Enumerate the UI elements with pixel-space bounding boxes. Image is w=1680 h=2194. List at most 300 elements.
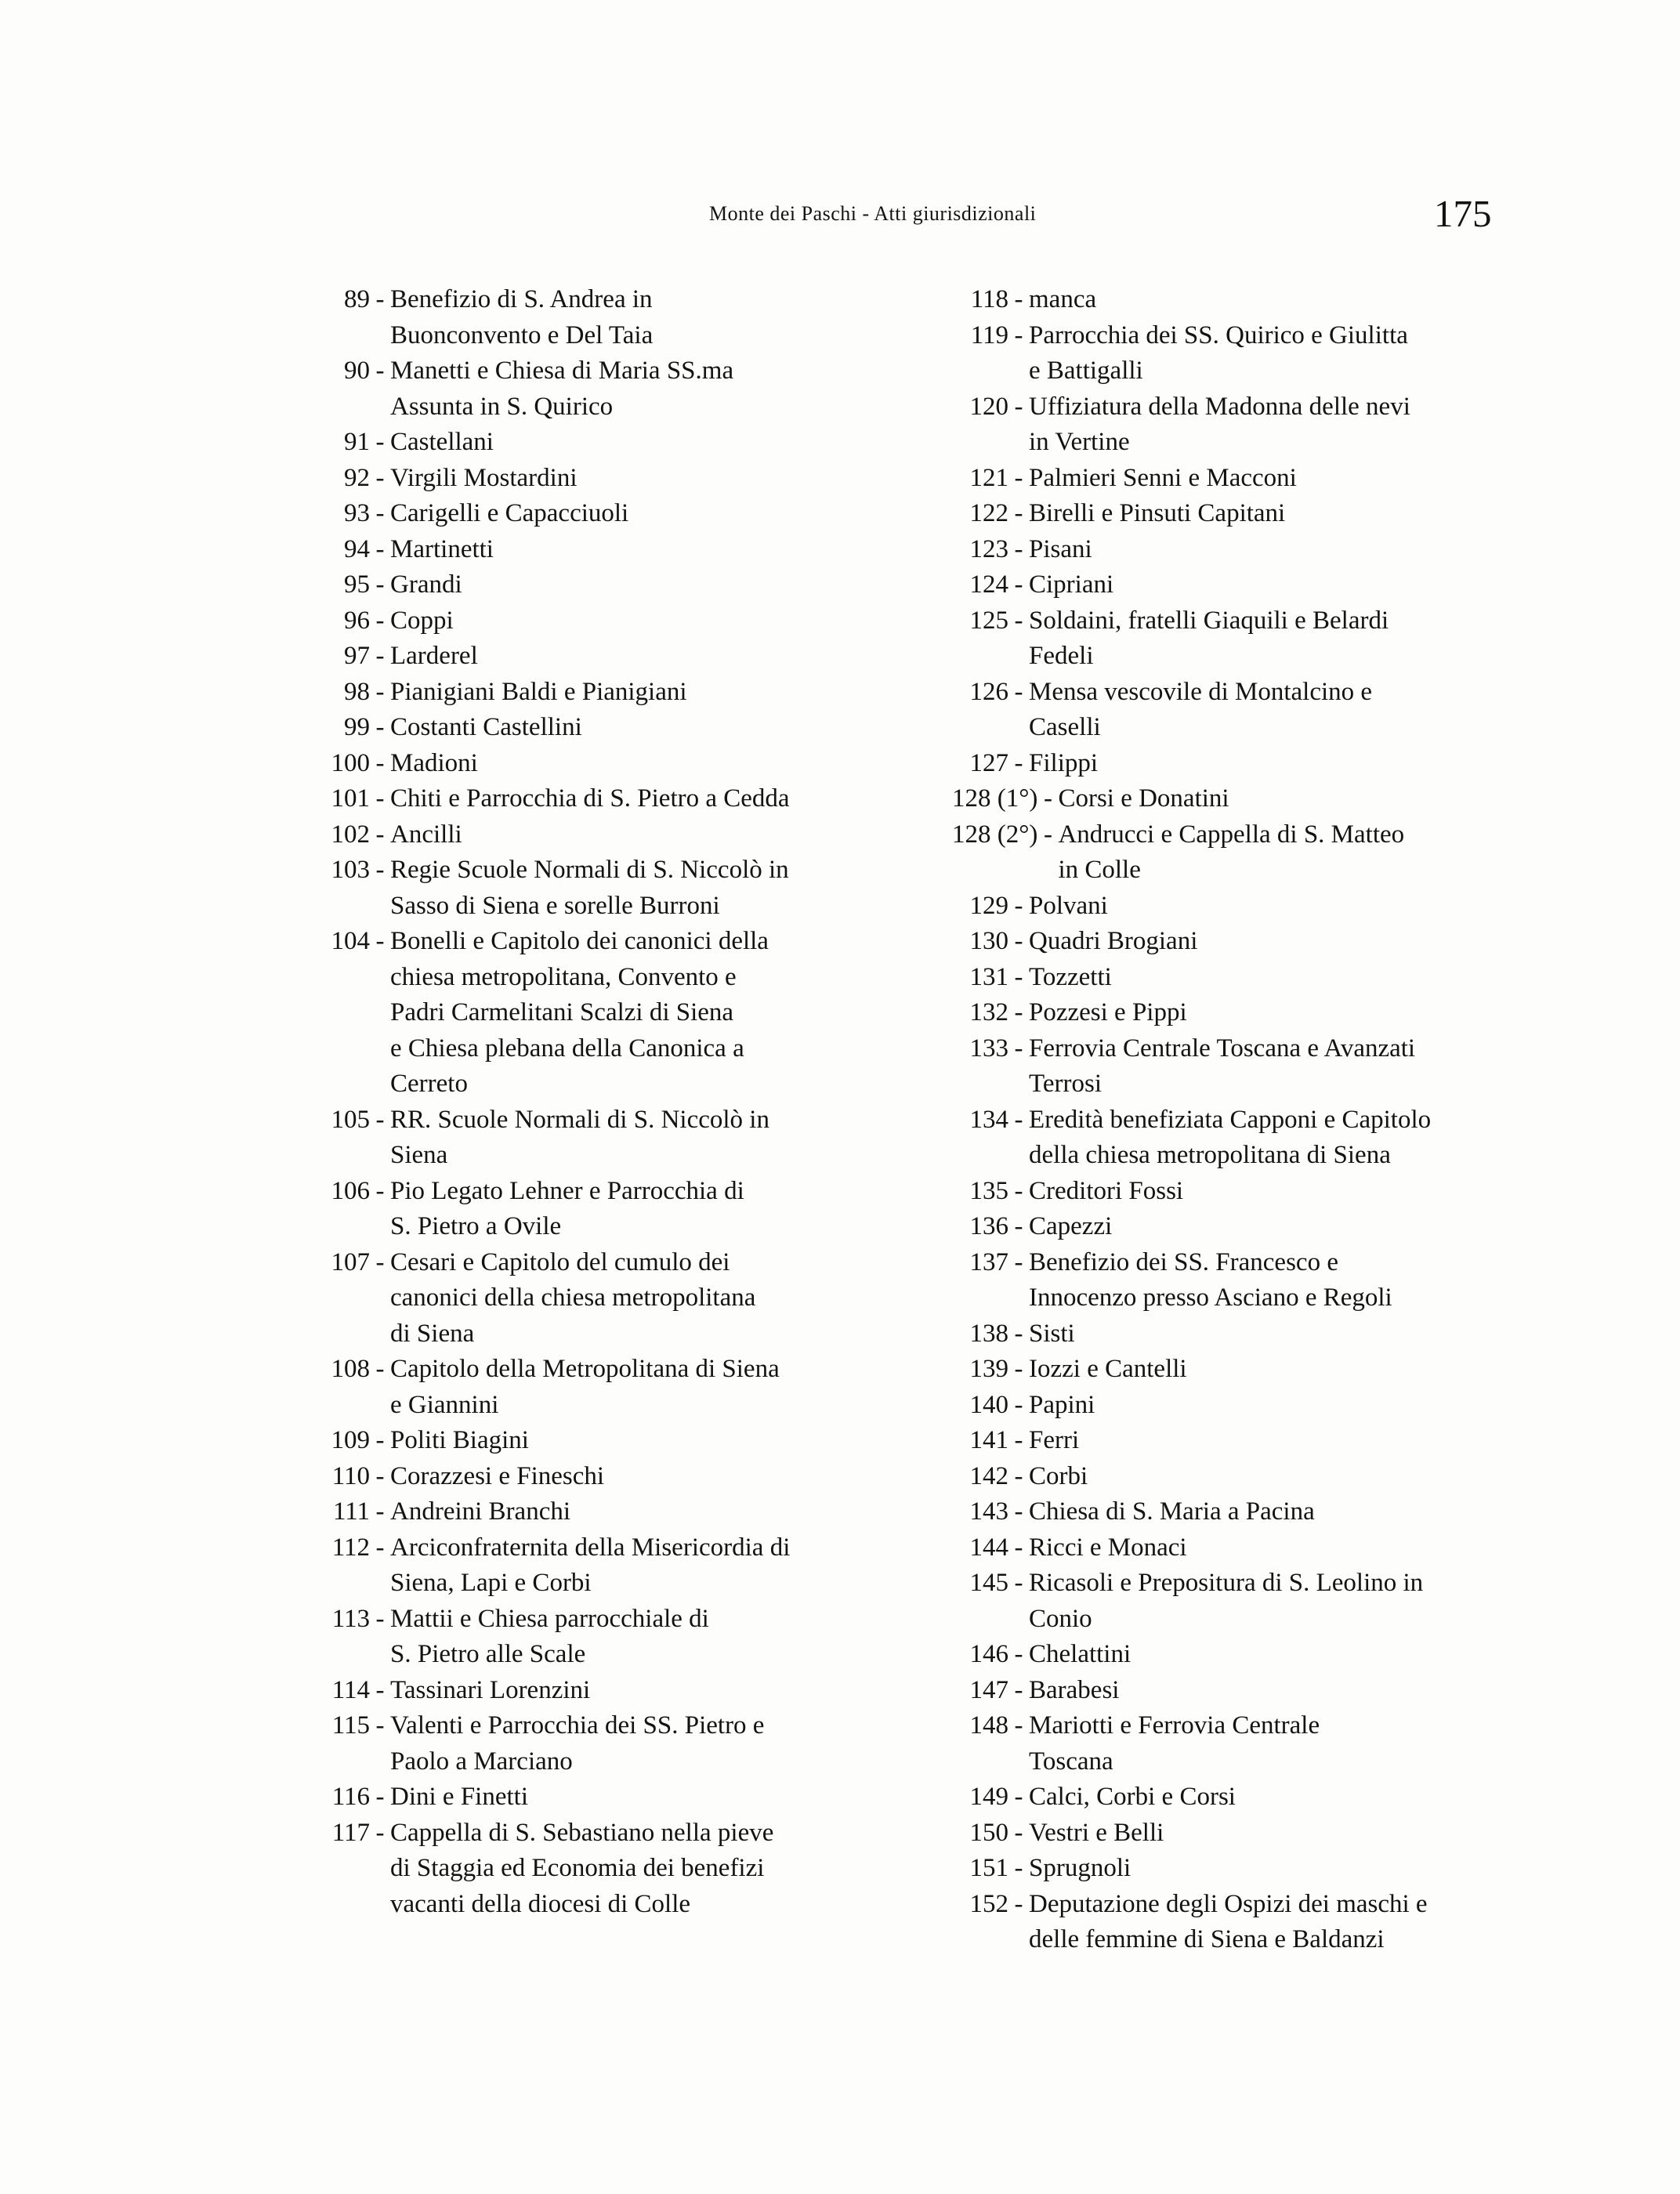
- index-entry: [313, 1174, 932, 1245]
- index-entry-text: [390, 461, 932, 497]
- index-entry: [313, 1245, 932, 1352]
- index-entry-text: [390, 532, 932, 568]
- index-entry-number: 152: [969, 1889, 1008, 1918]
- index-entry-dash: -: [1014, 891, 1023, 920]
- index-entry: [313, 1530, 932, 1602]
- index-entry-number: 120: [969, 392, 1008, 421]
- index-entry-text: [1029, 746, 1571, 782]
- index-entry-number: 105: [331, 1105, 370, 1134]
- index-entry-number: 116: [331, 1783, 370, 1811]
- index-entry-text: [1029, 1530, 1571, 1566]
- index-entry-line: Conio: [1029, 1604, 1092, 1633]
- index-entry: [313, 710, 932, 746]
- index-entry-number: 124: [969, 570, 1008, 599]
- index-entry-line: Vestri e Belli: [1029, 1818, 1164, 1847]
- index-entry-text: [390, 675, 932, 711]
- index-entry-line: Siena: [390, 1141, 448, 1169]
- index-entry-number: 128 (1°): [952, 784, 1038, 813]
- index-entry-number: 151: [969, 1854, 1008, 1882]
- index-entry-line: Birelli e Pinsuti Capitani: [1029, 499, 1286, 527]
- index-entry-text: [1029, 603, 1571, 675]
- index-entry-number: 96: [344, 606, 370, 635]
- index-entry-line: Uffiziatura della Madonna delle nevi: [1029, 392, 1410, 421]
- index-entry-number: 138: [969, 1319, 1008, 1348]
- index-entry: [313, 675, 932, 711]
- index-entry-line: Soldaini, fratelli Giaquili e Belardi: [1029, 606, 1389, 635]
- index-entry-dash: -: [375, 856, 385, 884]
- index-entry-dash: -: [375, 748, 385, 777]
- index-entry-text: [390, 746, 932, 782]
- index-entry-line: Mariotti e Ferrovia Centrale: [1029, 1711, 1320, 1740]
- index-entry-line: Tassinari Lorenzini: [390, 1675, 591, 1704]
- index-entry-number: 91: [344, 428, 370, 456]
- index-entry: [313, 1352, 932, 1423]
- index-entry-number: 101: [331, 784, 370, 813]
- index-entry: [952, 532, 1571, 568]
- index-entry-text: [390, 781, 932, 817]
- index-entry-number: 125: [969, 606, 1008, 635]
- index-entry: [313, 603, 932, 639]
- index-entry-line: S. Pietro alle Scale: [390, 1640, 586, 1668]
- index-entry-dash: -: [375, 1176, 385, 1205]
- index-entry-text: [390, 1494, 932, 1530]
- index-entry-line: Manetti e Chiesa di Maria SS.ma: [390, 357, 734, 385]
- index-entry-number: 89: [344, 285, 370, 313]
- index-entry-text: [1029, 675, 1571, 746]
- index-entry-dash: -: [375, 1604, 385, 1633]
- index-entry-dash: -: [375, 642, 385, 670]
- index-entry: [952, 995, 1571, 1031]
- index-entry-number: 107: [331, 1247, 370, 1276]
- index-entry-text: [1029, 1494, 1571, 1530]
- index-entry: [952, 461, 1571, 497]
- index-entry-text: [1029, 1352, 1571, 1388]
- index-entry-text: [1029, 960, 1571, 996]
- index-entry-number: 97: [344, 642, 370, 670]
- index-entry-number: 147: [969, 1675, 1008, 1704]
- index-entry-dash: -: [375, 499, 385, 527]
- index-entry-number: 112: [331, 1533, 370, 1562]
- index-entry-number: 129: [969, 891, 1008, 920]
- index-column-left: [313, 282, 932, 1958]
- index-entry-number: 121: [969, 463, 1008, 492]
- index-entry-text: [390, 1816, 932, 1923]
- index-entry: [313, 746, 932, 782]
- index-entry-line: delle femmine di Siena e Baldanzi: [1029, 1925, 1385, 1953]
- index-entry-line: Mattii e Chiesa parrocchiale di: [390, 1604, 709, 1633]
- index-entry-number: 110: [331, 1461, 370, 1490]
- index-entry-dash: -: [1014, 285, 1023, 313]
- index-entry-dash: -: [1014, 1319, 1023, 1348]
- index-entry-number: 128 (2°): [952, 820, 1038, 849]
- index-entry: [313, 353, 932, 425]
- index-entry-line: e Chiesa plebana della Canonica a: [390, 1034, 744, 1063]
- index-entry: [313, 282, 932, 353]
- index-entry-line: Benefizio dei SS. Francesco e: [1029, 1247, 1338, 1276]
- index-entry-text: [1029, 532, 1571, 568]
- index-entry-dash: -: [1043, 820, 1052, 849]
- index-entry-text: [390, 639, 932, 675]
- index-entry-line: chiesa metropolitana, Convento e: [390, 962, 737, 991]
- index-entry-line: Andreini Branchi: [390, 1497, 571, 1526]
- index-entry: [952, 603, 1571, 675]
- index-entry: [313, 1423, 932, 1459]
- index-entry-number: 122: [969, 499, 1008, 527]
- index-entry-number: 149: [969, 1783, 1008, 1811]
- index-entry-text: [390, 567, 932, 603]
- index-entry-text: [390, 353, 932, 425]
- index-entry-number: 143: [969, 1497, 1008, 1526]
- index-entry-line: Valenti e Parrocchia dei SS. Pietro e: [390, 1711, 765, 1740]
- index-entry-number: 148: [969, 1711, 1008, 1740]
- index-entry-text: [390, 1423, 932, 1459]
- index-entry-text: [1029, 1637, 1571, 1673]
- index-entry: [313, 1602, 932, 1673]
- index-entry-text: [1029, 282, 1571, 318]
- index-entry-line: Larderel: [390, 642, 478, 670]
- index-entry-line: Siena, Lapi e Corbi: [390, 1569, 592, 1597]
- index-entry-line: Assunta in S. Quirico: [390, 392, 614, 421]
- index-entry: [313, 817, 932, 853]
- index-entry-number: 136: [969, 1212, 1008, 1240]
- index-entry-dash: -: [375, 1105, 385, 1134]
- index-entry: [952, 1245, 1571, 1316]
- index-entry-line: RR. Scuole Normali di S. Niccolò in: [390, 1105, 769, 1134]
- index-entry-dash: -: [375, 357, 385, 385]
- index-entry: [952, 1459, 1571, 1495]
- index-entry-text: [390, 282, 932, 353]
- index-entry-text: [1029, 389, 1571, 461]
- index-entry-line: Corbi: [1029, 1461, 1088, 1490]
- index-entry-text: [1029, 1708, 1571, 1779]
- index-entry-number: 104: [331, 927, 370, 955]
- index-entry: [313, 1494, 932, 1530]
- index-entry-number: 131: [969, 962, 1008, 991]
- index-entry-number: 102: [331, 820, 370, 849]
- index-entry: [952, 567, 1571, 603]
- index-entry-dash: -: [375, 1783, 385, 1811]
- index-entry-line: Arciconfraternita della Misericordia di: [390, 1533, 791, 1562]
- index-entry-dash: -: [1014, 1640, 1023, 1668]
- index-entry-number: 142: [969, 1461, 1008, 1490]
- index-entry-text: [1029, 1673, 1571, 1709]
- index-entry-number: 139: [969, 1355, 1008, 1383]
- index-entry-line: Fedeli: [1029, 642, 1094, 670]
- index-entry-dash: -: [375, 285, 385, 313]
- index-entry: [952, 1530, 1571, 1566]
- index-entry-text: [1029, 567, 1571, 603]
- index-entry-dash: -: [1014, 534, 1023, 563]
- index-entry: [952, 1637, 1571, 1673]
- index-entry-dash: -: [1014, 570, 1023, 599]
- index-entry-line: Martinetti: [390, 534, 494, 563]
- index-entry-dash: -: [375, 784, 385, 813]
- index-entry-line: Barabesi: [1029, 1675, 1120, 1704]
- index-entry-line: Cipriani: [1029, 570, 1114, 599]
- index-entry-line: Cappella di S. Sebastiano nella pieve: [390, 1818, 774, 1847]
- index-entry-dash: -: [1014, 748, 1023, 777]
- index-entry-dash: -: [375, 570, 385, 599]
- index-entry-line: Eredità benefiziata Capponi e Capitolo: [1029, 1105, 1432, 1134]
- index-entry-dash: -: [375, 1711, 385, 1740]
- index-entry-line: Capitolo della Metropolitana di Siena: [390, 1355, 780, 1383]
- index-entry-line: Corazzesi e Fineschi: [390, 1461, 605, 1490]
- index-entry-text: [1029, 1816, 1571, 1852]
- index-entry-line: Benefizio di S. Andrea in: [390, 285, 653, 313]
- index-entry-dash: -: [1014, 1675, 1023, 1704]
- index-entry: [952, 1708, 1571, 1779]
- index-entry-text: [390, 817, 932, 853]
- index-entry-line: Padri Carmelitani Scalzi di Siena: [390, 998, 734, 1026]
- index-entry-text: [1029, 889, 1571, 925]
- index-entry-text: [1029, 1851, 1571, 1887]
- index-entry-line: Politi Biagini: [390, 1426, 529, 1454]
- index-entry-dash: -: [375, 1247, 385, 1276]
- index-entry-dash: -: [375, 606, 385, 635]
- index-entry-number: 145: [969, 1569, 1008, 1597]
- index-entry-number: 103: [331, 856, 370, 884]
- index-entry: [952, 1352, 1571, 1388]
- index-entry-line: Coppi: [390, 606, 454, 635]
- index-entry-number: 119: [970, 320, 1008, 349]
- index-entry-dash: -: [1014, 1854, 1023, 1882]
- index-entry-line: Iozzi e Cantelli: [1029, 1355, 1187, 1383]
- index-entry-dash: -: [1014, 962, 1023, 991]
- index-entry-number: 130: [969, 927, 1008, 955]
- index-entry-line: Filippi: [1029, 748, 1099, 777]
- index-entry: [952, 1423, 1571, 1459]
- index-entry-text: [1029, 318, 1571, 389]
- index-entry-text: [1029, 1566, 1571, 1637]
- index-entry-line: Toscana: [1029, 1747, 1113, 1776]
- index-entry-number: 117: [331, 1818, 370, 1847]
- index-entry: [313, 1102, 932, 1174]
- index-entry: [313, 461, 932, 497]
- index-entry: [952, 889, 1571, 925]
- index-entry-line: Polvani: [1029, 891, 1108, 920]
- index-entry-line: Corsi e Donatini: [1058, 784, 1229, 813]
- index-entry-number: 114: [331, 1675, 370, 1704]
- index-entry-text: [390, 1602, 932, 1673]
- index-entry-dash: -: [1014, 1461, 1023, 1490]
- index-entry-line: Virgili Mostardini: [390, 463, 578, 492]
- index-entry-number: 137: [969, 1247, 1008, 1276]
- index-entry-text: [390, 1779, 932, 1816]
- index-entry-dash: -: [375, 677, 385, 706]
- index-entry-text: [390, 425, 932, 461]
- index-entry: [952, 1673, 1571, 1709]
- index-entry-line: Sisti: [1029, 1319, 1075, 1348]
- index-entry-line: manca: [1029, 285, 1097, 313]
- index-entry-line: Pisani: [1029, 534, 1092, 563]
- index-entry-line: Pianigiani Baldi e Pianigiani: [390, 677, 687, 706]
- index-entry: [952, 282, 1571, 318]
- index-entry: [952, 496, 1571, 532]
- index-entry-number: 141: [969, 1426, 1008, 1454]
- index-entry-dash: -: [375, 463, 385, 492]
- index-entry-text: [1029, 1031, 1571, 1102]
- index-entry: [952, 924, 1571, 960]
- index-column-right: [952, 282, 1571, 1958]
- index-entry-text: [1029, 1459, 1571, 1495]
- index-entry-line: Dini e Finetti: [390, 1783, 528, 1811]
- index-entry-dash: -: [1014, 1533, 1023, 1562]
- index-entry-number: 132: [969, 998, 1008, 1026]
- index-entry: [952, 746, 1571, 782]
- index-entry-dash: -: [375, 428, 385, 456]
- index-entry: [952, 318, 1571, 389]
- index-entry-text: [390, 1245, 932, 1352]
- index-entry-text: [1029, 496, 1571, 532]
- index-entry-text: [1029, 1174, 1571, 1210]
- index-entry-line: e Giannini: [390, 1390, 499, 1419]
- index-entry-line: Paolo a Marciano: [390, 1747, 573, 1776]
- index-entry-number: 123: [969, 534, 1008, 563]
- index-entry-line: Terrosi: [1029, 1070, 1102, 1098]
- index-entry-number: 133: [969, 1034, 1008, 1063]
- index-entry-number: 146: [969, 1640, 1008, 1668]
- index-entry-line: Pio Legato Lehner e Parrocchia di: [390, 1176, 744, 1205]
- index-entry-text: [390, 1673, 932, 1709]
- index-entry-dash: -: [375, 1533, 385, 1562]
- index-entry-dash: -: [1014, 927, 1023, 955]
- index-entry: [952, 781, 1571, 817]
- index-entry-text: [1029, 995, 1571, 1031]
- index-entry-number: 115: [331, 1711, 370, 1740]
- index-entry-line: Tozzetti: [1029, 962, 1112, 991]
- index-entry-dash: -: [375, 820, 385, 849]
- index-entry-line: Costanti Castellini: [390, 713, 582, 741]
- index-entry-line: Chiesa di S. Maria a Pacina: [1029, 1497, 1315, 1526]
- index-entry-dash: -: [1014, 677, 1023, 706]
- index-entry: [952, 960, 1571, 996]
- index-entry-text: [1029, 924, 1571, 960]
- index-entry-line: Palmieri Senni e Macconi: [1029, 463, 1297, 492]
- index-entry-dash: -: [1014, 606, 1023, 635]
- index-entry: [952, 1174, 1571, 1210]
- index-entry: [313, 567, 932, 603]
- index-entry-line: Ancilli: [390, 820, 462, 849]
- index-entry-line: Deputazione degli Ospizi dei maschi e: [1029, 1889, 1428, 1918]
- index-entry: [952, 1887, 1571, 1958]
- index-entry-text: [390, 1174, 932, 1245]
- index-entry-number: 93: [344, 499, 370, 527]
- index-entry-line: Ferrovia Centrale Toscana e Avanzati: [1029, 1034, 1416, 1063]
- index-entry-line: Pozzesi e Pippi: [1029, 998, 1187, 1026]
- index-entry-line: di Siena: [390, 1319, 475, 1348]
- index-entry-line: Ricci e Monaci: [1029, 1533, 1187, 1562]
- index-entry: [952, 817, 1571, 889]
- index-entry-line: Regie Scuole Normali di S. Niccolò in: [390, 856, 789, 884]
- index-entry-line: Calci, Corbi e Corsi: [1029, 1783, 1236, 1811]
- page-header: [0, 192, 1680, 249]
- page-number: 175: [1434, 192, 1492, 235]
- index-entry: [952, 1031, 1571, 1102]
- index-entry-line: Sasso di Siena e sorelle Burroni: [390, 891, 720, 920]
- index-entry-text: [390, 1459, 932, 1495]
- index-entry: [952, 1816, 1571, 1852]
- index-entry-number: 99: [344, 713, 370, 741]
- index-entry-dash: -: [1014, 998, 1023, 1026]
- running-title: Monte dei Paschi - Atti giurisdizionali: [709, 202, 1037, 225]
- index-entry-line: Cerreto: [390, 1070, 468, 1098]
- index-entry-line: Bonelli e Capitolo dei canonici della: [390, 927, 769, 955]
- index-entry-dash: -: [1014, 1034, 1023, 1063]
- index-entry-dash: -: [1014, 1889, 1023, 1918]
- index-entry-line: Andrucci e Cappella di S. Matteo: [1058, 820, 1405, 849]
- index-entry-dash: -: [1014, 1783, 1023, 1811]
- index-entry-text: [1029, 1316, 1571, 1352]
- index-entry: [952, 1102, 1571, 1174]
- index-entry: [313, 425, 932, 461]
- index-entry: [952, 1209, 1571, 1245]
- index-entry-line: Mensa vescovile di Montalcino e: [1029, 677, 1373, 706]
- index-columns: [0, 282, 1680, 1958]
- index-entry-dash: -: [1014, 1212, 1023, 1240]
- index-entry-number: 140: [969, 1390, 1008, 1419]
- index-entry-line: Ferri: [1029, 1426, 1080, 1454]
- index-entry-line: in Colle: [1058, 856, 1141, 884]
- index-entry-text: [390, 1352, 932, 1423]
- index-entry-line: canonici della chiesa metropolitana: [390, 1283, 756, 1312]
- index-entry-number: 113: [331, 1604, 370, 1633]
- index-entry: [313, 853, 932, 924]
- index-entry-dash: -: [1014, 1176, 1023, 1205]
- index-entry-line: Creditori Fossi: [1029, 1176, 1184, 1205]
- index-entry-text: [390, 1708, 932, 1779]
- index-entry-number: 134: [969, 1105, 1008, 1134]
- index-entry-line: Chelattini: [1029, 1640, 1131, 1668]
- index-entry-number: 95: [344, 570, 370, 599]
- index-entry-number: 109: [331, 1426, 370, 1454]
- index-entry-number: 106: [331, 1176, 370, 1205]
- index-entry-text: [1029, 1102, 1571, 1174]
- index-entry-line: Capezzi: [1029, 1212, 1113, 1240]
- index-entry-dash: -: [375, 713, 385, 741]
- index-entry: [952, 1851, 1571, 1887]
- index-entry-line: Carigelli e Capacciuoli: [390, 499, 629, 527]
- index-entry-line: Chiti e Parrocchia di S. Pietro a Cedda: [390, 784, 790, 813]
- index-entry: [952, 1494, 1571, 1530]
- index-entry-text: [1029, 1887, 1571, 1958]
- index-entry-dash: -: [375, 534, 385, 563]
- index-entry-line: Innocenzo presso Asciano e Regoli: [1029, 1283, 1392, 1312]
- index-entry: [313, 1708, 932, 1779]
- index-entry-number: 126: [969, 677, 1008, 706]
- index-entry-text: [390, 1530, 932, 1602]
- index-entry: [313, 924, 932, 1102]
- index-entry: [313, 639, 932, 675]
- index-entry: [313, 1816, 932, 1923]
- index-entry-dash: -: [1014, 1426, 1023, 1454]
- index-entry-number: 144: [969, 1533, 1008, 1562]
- index-entry-text: [1029, 1779, 1571, 1816]
- index-entry-text: [1058, 817, 1571, 889]
- index-entry-dash: -: [1014, 1247, 1023, 1276]
- index-entry-dash: -: [375, 1426, 385, 1454]
- index-entry: [313, 532, 932, 568]
- index-entry-text: [390, 853, 932, 924]
- index-entry-dash: -: [1014, 1497, 1023, 1526]
- index-entry-number: 135: [969, 1176, 1008, 1205]
- index-entry: [313, 781, 932, 817]
- index-entry-number: 98: [344, 677, 370, 706]
- index-entry-text: [1029, 461, 1571, 497]
- index-entry-text: [390, 924, 932, 1102]
- index-entry-line: di Staggia ed Economia dei benefizi: [390, 1854, 765, 1882]
- index-entry-text: [390, 496, 932, 532]
- index-entry-text: [1029, 1209, 1571, 1245]
